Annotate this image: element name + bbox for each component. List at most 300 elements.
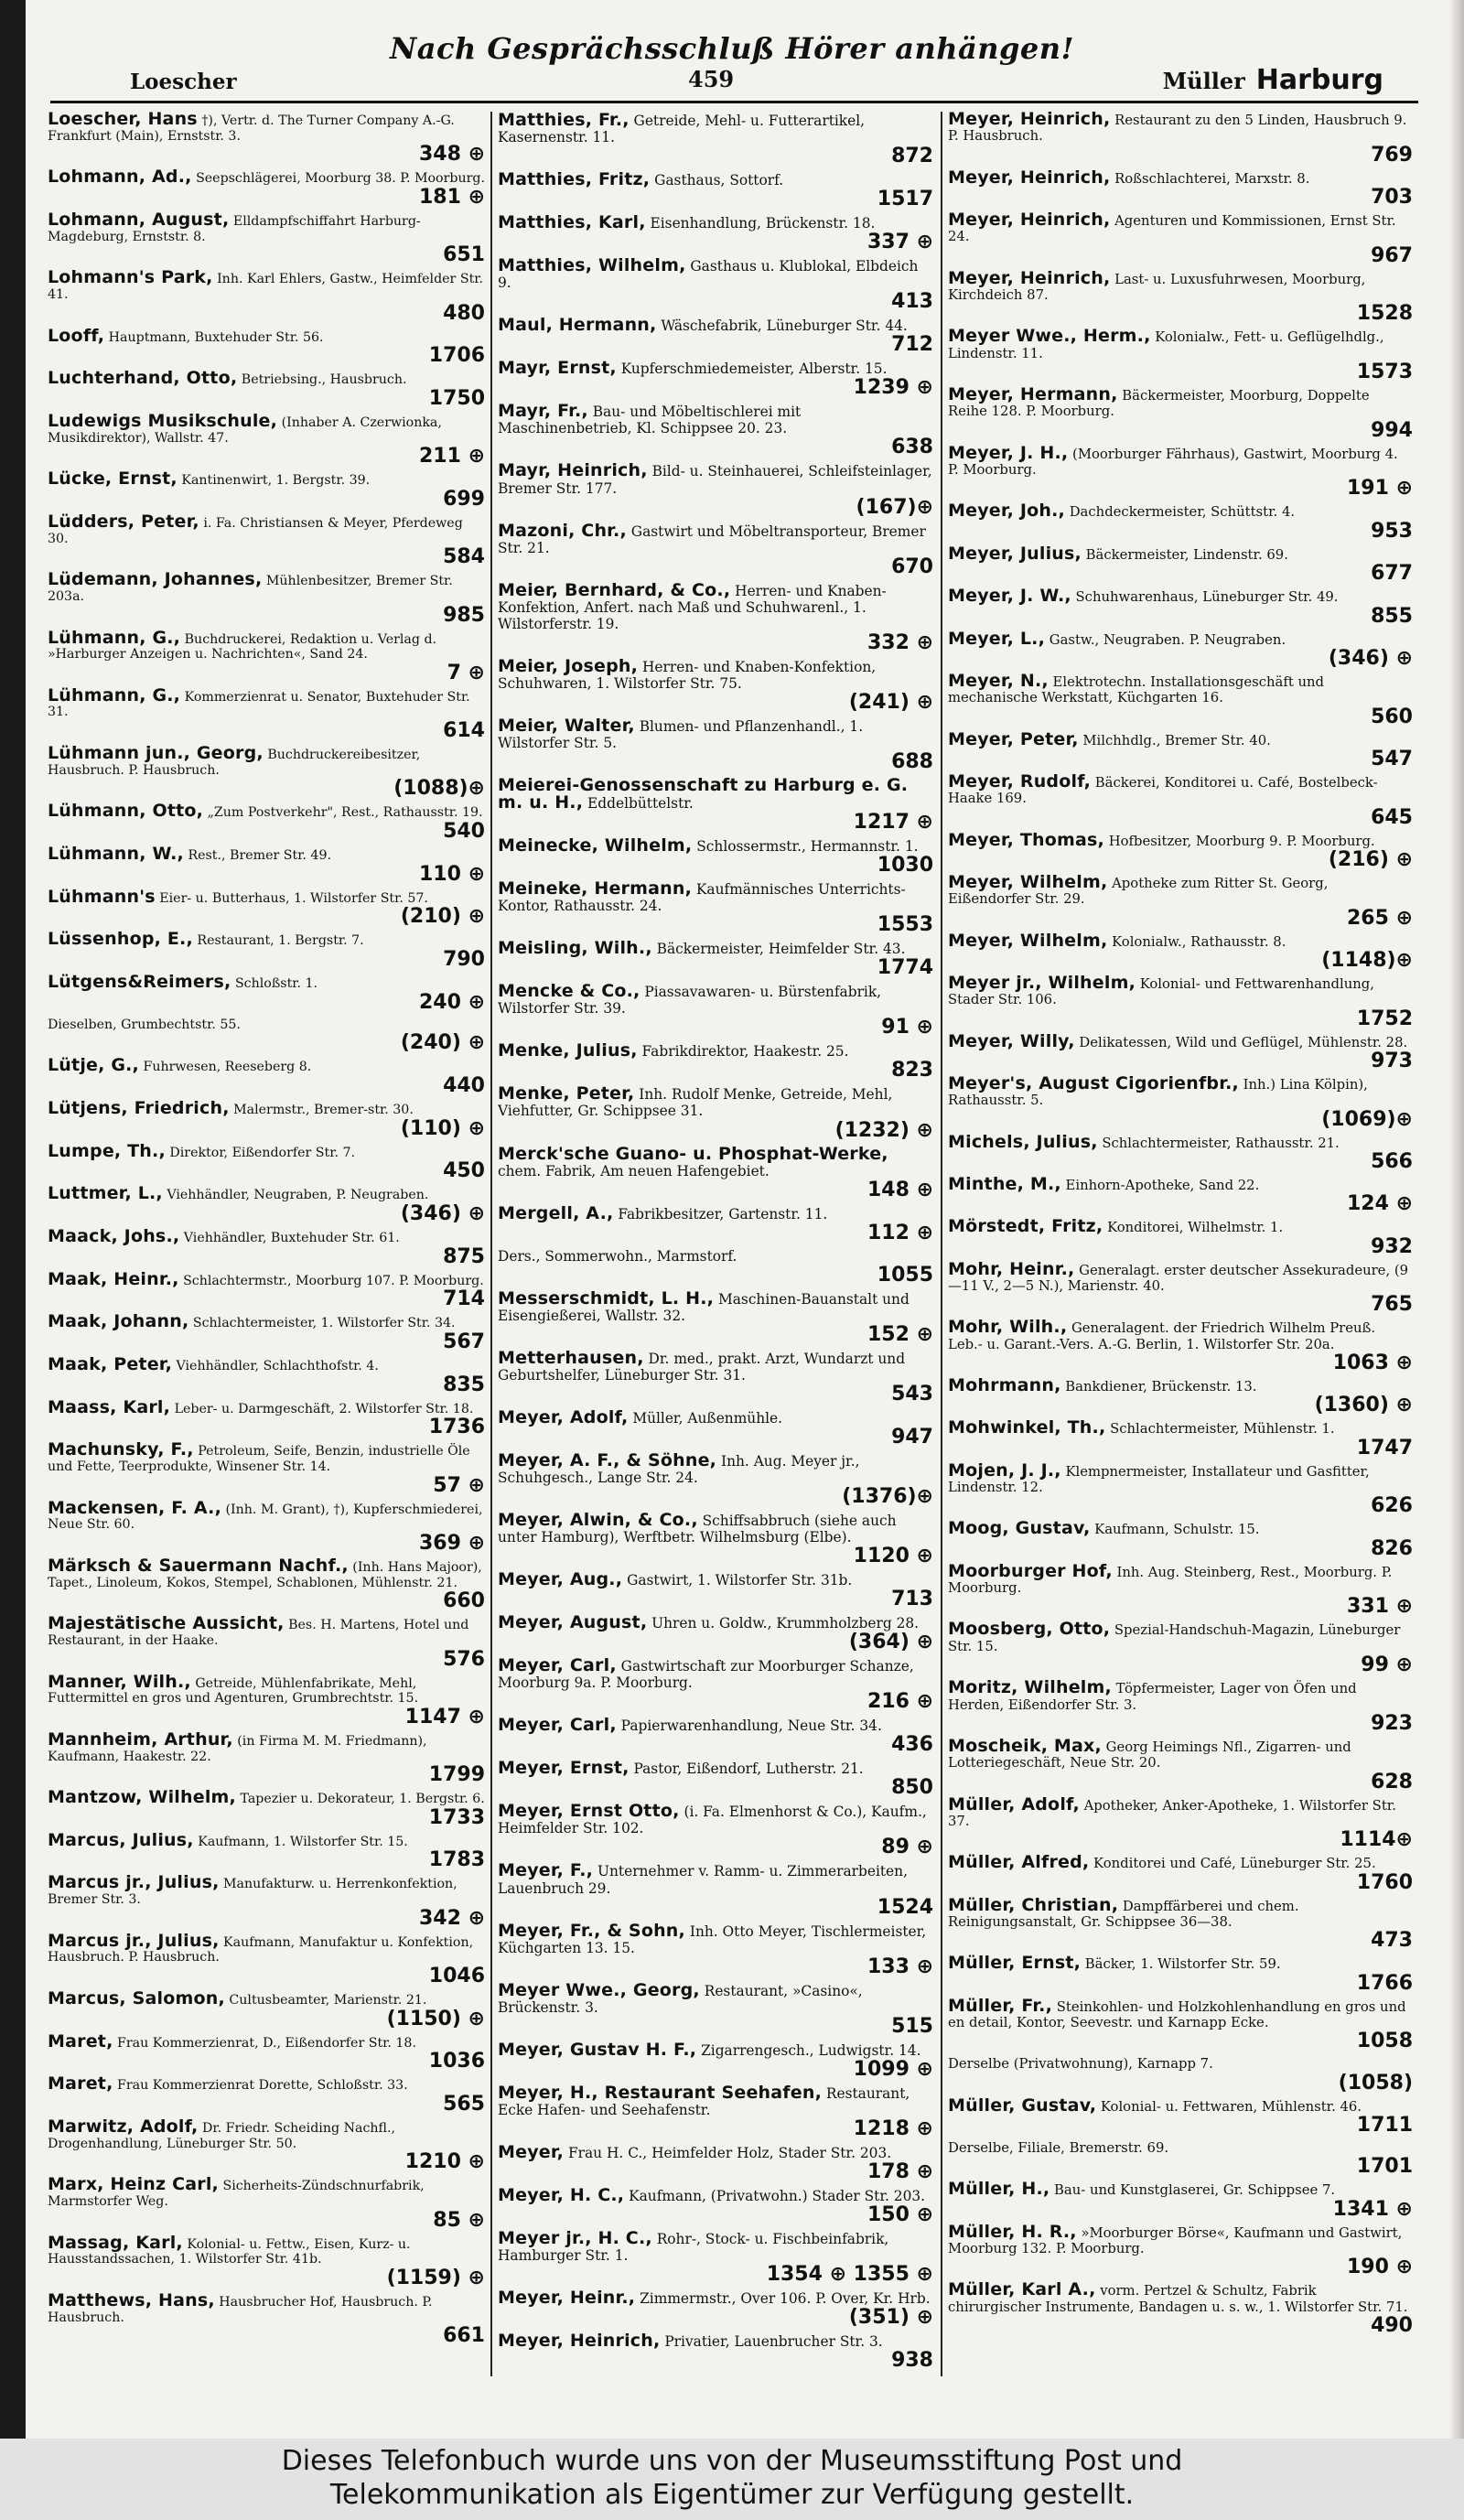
entry-details: „Zum Postverkehr", Rest., Rathausstr. 19. (207, 805, 483, 821)
entry-details: Viehhändler, Neugraben, P. Neugraben. (167, 1188, 429, 1203)
listing-entry (948, 728, 1415, 770)
column-divider (941, 112, 942, 2376)
entry-phone-number: 560 (1371, 705, 1413, 728)
listing-entry (48, 972, 487, 1014)
entry-name: Meyer, Wilhelm, (948, 930, 1108, 951)
entry-phone-number: 1114⊕ (1340, 1828, 1413, 1852)
listing-entry (948, 1995, 1415, 2053)
entry-phone-number: 124 ⊕ (1346, 1192, 1413, 1216)
entry-phone-number: 923 (1371, 1711, 1413, 1735)
listing-entry (48, 1268, 487, 1311)
entry-name: Müller, Alfred, (948, 1852, 1090, 1873)
listing-entry (948, 267, 1415, 326)
entry-phone-number: 1711 (1356, 2113, 1413, 2137)
entry-details: chem. Fabrik, Am neuen Hafengebiet. (498, 1162, 770, 1179)
header-last-entry (1163, 64, 1383, 96)
entry-name: Matthies, Karl, (498, 212, 646, 233)
entry-name: Meyer, Gustav H. F., (498, 2039, 697, 2060)
entry-name: Loescher, Hans (48, 112, 198, 129)
entry-phone-number: 490 (1371, 2314, 1413, 2338)
entry-phone-number: 947 (891, 1425, 933, 1448)
entry-phone-number: 7 ⊕ (447, 661, 485, 684)
entry-name: Meyer, N., (948, 670, 1049, 691)
listing-entry (948, 1793, 1415, 1852)
entry-name: Manner, Wilh., (48, 1671, 191, 1692)
entry-details: Restaurant, 1. Bergstr. 7. (197, 933, 364, 949)
entry-name: Meyer, Ernst Otto, (498, 1801, 680, 1822)
entry-details: Müller, Außenmühle. (632, 1409, 783, 1427)
listing-entry (498, 1922, 935, 1977)
listing-entry (498, 1717, 935, 1755)
entry-phone-number: 1736 (428, 1416, 485, 1439)
entry-name: Meineke, Hermann, (498, 878, 693, 899)
entry-details: Dachdeckermeister, Schüttstr. 4. (1069, 504, 1296, 521)
entry-name: Meyer, Heinrich, (948, 267, 1111, 288)
entry-phone-number: 973 (1371, 1049, 1413, 1072)
listing-entry (498, 522, 935, 577)
entry-details: Kaufmann, Manufaktur u. Konfektion, Hausbruch. P. Hausbruch. (48, 1934, 474, 1965)
entry-details: Cultusbeamter, Marienstr. 21. (229, 1993, 427, 2008)
listing-entry (948, 670, 1415, 728)
entry-details: Roßschlachterei, Marxstr. 8. (1114, 170, 1310, 187)
entry-phone-number: 855 (1371, 604, 1413, 628)
entry-name: Massag, Karl, (48, 2232, 183, 2253)
listing-entry (498, 462, 935, 517)
entry-phone-number: 413 (891, 290, 933, 314)
entry-name: Meyer, A. F., & Söhne, (498, 1449, 717, 1470)
entry-details: Inh. Aug. Meyer jr., Schuhgesch., Lange Str. 24. (498, 1452, 860, 1486)
listing-entry (498, 1143, 935, 1201)
entry-details: Bäcker, 1. Wilstorfer Str. 59. (1084, 1956, 1281, 1973)
listing-entry (48, 2030, 487, 2073)
listing-entry (498, 1449, 935, 1509)
entry-phone-number: 1750 (428, 386, 485, 410)
entry-details: Schiffsabbruch (siehe auch unter Hamburg), Werftbetr. Wilhelmsburg (Elbe). (498, 1513, 897, 1546)
entry-phone-number: 823 (891, 1059, 933, 1082)
listing-entry (48, 2174, 487, 2232)
entry-name: Meyer Wwe., Georg, (498, 1979, 700, 2000)
entry-phone-number: 661 (443, 2324, 485, 2348)
listing-entry (498, 112, 935, 167)
listing-entry (48, 1055, 487, 1098)
entry-phone-number: 626 (1371, 1494, 1413, 1518)
entry-details: Eddelbüttelstr. (587, 795, 694, 813)
entry-details: Milchhdlg., Bremer Str. 40. (1082, 732, 1271, 748)
entry-details: Töpfermeister, Lager von Öfen und Herden, Eißendorfer Str. 3. (948, 1681, 1357, 1713)
entry-phone-number: 1752 (1356, 1007, 1413, 1030)
entry-name: Lütje, G., (48, 1055, 139, 1076)
entry-details: (Inh. M. Grant), †), Kupferschmiederei, Neue Str. 60. (48, 1502, 483, 1533)
entry-phone-number: 148 ⊕ (867, 1178, 933, 1201)
entry-phone-number: 850 (891, 1776, 933, 1800)
listing-entry (948, 1560, 1415, 1619)
listing-entry (498, 403, 935, 458)
listing-entry (48, 569, 487, 627)
listing-entry (498, 1862, 935, 1917)
entry-name: Moosberg, Otto, (948, 1619, 1111, 1640)
page-number: 459 (688, 66, 735, 92)
entry-name: Lühmann, Otto, (48, 801, 204, 822)
column-divider (490, 112, 492, 2376)
entry-details: i. Fa. Christiansen & Meyer, Pferdeweg 30. (48, 515, 463, 546)
listing-entry (948, 1319, 1415, 1373)
entry-phone-number: 1573 (1356, 361, 1413, 384)
listing-entry (498, 1571, 935, 1610)
listing-entry (498, 1512, 935, 1567)
entry-name: Marwitz, Adolf, (48, 2116, 199, 2138)
entry-name: Mohr, Wilh., (948, 1317, 1068, 1338)
listing-entry (498, 2230, 935, 2285)
entry-name: Moritz, Wilhelm, (948, 1677, 1112, 1698)
entry-details: Gastwirt und Möbeltransporteur, Bremer Str. 21. (498, 522, 926, 556)
listing-entry (48, 2116, 487, 2174)
listing-entry (948, 212, 1415, 266)
listing-entry (948, 1459, 1415, 1518)
entry-phone-number: 1063 ⊕ (1332, 1352, 1413, 1375)
listing-entry (948, 2140, 1415, 2177)
entry-details: Gastwirtschaft zur Moorburger Schanze, Moorburg 9a. P. Moorburg. (498, 1658, 914, 1692)
entry-details: Agenturen und Kommissionen, Ernst Str. 24. (948, 213, 1396, 245)
entry-phone-number: 1524 (877, 1895, 933, 1919)
entry-details: Inh.) Lina Kölpin), Rathausstr. 5. (948, 1076, 1368, 1109)
entry-name: Lücke, Ernst, (48, 468, 178, 490)
entry-details: Gastwirt, 1. Wilstorfer Str. 31b. (627, 1572, 853, 1589)
entry-details: Hausbrucher Hof, Hausbruch. P. Hausbruch. (48, 2295, 433, 2325)
entry-name: Meyer, Hermann, (948, 384, 1118, 405)
entry-phone-number: (351) ⊕ (848, 2306, 933, 2330)
entry-phone-number: (167)⊕ (856, 495, 933, 519)
entry-name: Meyer Wwe., Herm., (948, 326, 1151, 347)
entry-phone-number: 614 (443, 719, 485, 743)
entry-name: Merck'sche Guano- u. Phosphat-Werke, (498, 1143, 888, 1164)
entry-phone-number: 133 ⊕ (867, 1955, 933, 1978)
entry-name: Meier, Bernhard, & Co., (498, 579, 731, 600)
entry-name: Müller, H. R., (948, 2221, 1077, 2242)
entry-name: Menke, Peter, (498, 1083, 635, 1104)
listing-entry (948, 1375, 1415, 1417)
entry-name: Mantzow, Wilhelm, (48, 1787, 236, 1808)
listing-entry (498, 1085, 935, 1140)
entry-details: Apotheke zum Ritter St. Georg, Eißendorfer Str. 29. (948, 875, 1329, 908)
entry-phone-number: 150 ⊕ (867, 2203, 933, 2226)
entry-name: Marcus jr., Julius, (48, 1872, 220, 1893)
entry-phone-number: 112 ⊕ (867, 1221, 933, 1244)
entry-details: Steinkohlen- und Holzkohlenhandlung en gros und en detail, Kontor, Seevestr. und Karnapp Ecke. (948, 1998, 1406, 2030)
entry-details: Pastor, Eißendorf, Lutherstr. 21. (633, 1761, 864, 1778)
listing-entry (498, 837, 935, 876)
listing-entry (48, 1183, 487, 1225)
entry-phone-number: 953 (1371, 519, 1413, 543)
entry-name: Matthews, Hans, (48, 2290, 215, 2310)
entry-phone-number: 543 (891, 1382, 933, 1405)
entry-details: Bankdiener, Brückenstr. 13. (1065, 1379, 1257, 1395)
listing-entry (498, 579, 935, 654)
entry-phone-number: 1760 (1356, 1870, 1413, 1894)
entry-name: Meyer, J. W., (948, 586, 1071, 607)
entry-name: Meyer, Aug., (498, 1569, 623, 1590)
listing-entry (948, 1677, 1415, 1735)
entry-details: Kolonialw., Fett- u. Geflügelhdlg., Lindenstr. 11. (948, 329, 1384, 361)
entry-phone-number: 110 ⊕ (418, 862, 485, 886)
entry-phone-number: 1218 ⊕ (853, 2116, 933, 2140)
listing-entry (498, 2184, 935, 2226)
entry-phone-number: 211 ⊕ (418, 445, 485, 468)
entry-phone-number: 440 (443, 1074, 485, 1098)
listing-entry (948, 1258, 1415, 1317)
entry-details: Kaufmann, 1. Wilstorfer Str. 15. (198, 1834, 408, 1849)
listing-entry (948, 1216, 1415, 1258)
entry-name: Lühmann's (48, 886, 156, 907)
listing-entry (48, 325, 487, 368)
entry-name: Mayr, Heinrich, (498, 460, 648, 481)
entry-name: Märksch & Sauermann Nachf., (48, 1555, 349, 1576)
entry-name: Meyer, Heinr., (498, 2288, 636, 2309)
entry-details: Generalagt. erster deutscher Assekuradeure, (9—11 V., 2—5 N.), Marienstr. 40. (948, 1262, 1409, 1295)
entry-details: Kommerzienrat u. Senator, Buxtehuder Str. 31. (48, 689, 470, 720)
entry-details: Wäschefabrik, Lüneburger Str. 44. (661, 318, 908, 335)
listing-entry (498, 774, 935, 835)
entry-name: Meyer, H. C., (498, 2184, 625, 2205)
listing-entry (48, 209, 487, 267)
entry-details: Buchdruckereibesitzer, Hausbruch. P. Hausbruch. (48, 748, 421, 778)
entry-details: Schlachtermeister, Rathausstr. 21. (1102, 1135, 1340, 1151)
listing-entry (48, 1787, 487, 1829)
entry-details: Hofbesitzer, Moorburg 9. P. Moorburg. (1108, 833, 1375, 849)
entry-name: Meierei-Genossenschaft zu Harburg e. G. m. u. H., (498, 774, 909, 813)
entry-phone-number: 565 (443, 2093, 485, 2116)
entry-name: Meyer, Willy, (948, 1030, 1075, 1051)
scan-right-edge (1449, 0, 1464, 2439)
entry-details: Frau Kommerzienrat, D., Eißendorfer Str. 18. (117, 2035, 416, 2051)
listing-entry (498, 717, 935, 772)
entry-name: Looff, (48, 325, 105, 346)
listing-entry (48, 1311, 487, 1353)
entry-details: Konditorei und Café, Lüneburger Str. 25. (1093, 1856, 1376, 1872)
listing-entry (48, 1098, 487, 1140)
header-first-entry: Loescher (130, 70, 237, 94)
entry-phone-number: 99 ⊕ (1361, 1653, 1413, 1677)
entry-details: (Inh. Hans Majoor), Tapet., Linoleum, Kokos, Stempel, Schablonen, Mühlenstr. 21. (48, 1559, 482, 1590)
listing-entry (48, 1728, 487, 1787)
entry-phone-number: 1055 (877, 1263, 933, 1287)
entry-name: Moog, Gustav, (948, 1518, 1091, 1539)
listing-entry (48, 1497, 487, 1555)
entry-phone-number: 1517 (877, 188, 933, 211)
entry-phone-number: 337 ⊕ (867, 231, 933, 254)
entry-name: Lüdders, Peter, (48, 511, 199, 532)
entry-name: Mencke & Co., (498, 981, 640, 1002)
listing-entry (948, 1955, 1415, 1993)
listing-entry (498, 655, 935, 714)
entry-phone-number: 450 (443, 1159, 485, 1183)
entry-details: Bes. H. Martens, Hotel und Restaurant, in der Haake. (48, 1618, 469, 1648)
entry-name: Lumpe, Th., (48, 1140, 166, 1161)
entry-details: Restaurant, Ecke Hafen- und Seehafenstr. (498, 2084, 910, 2118)
entry-phone-number: 567 (443, 1330, 485, 1353)
entry-details: Last- u. Luxusfuhrwesen, Moorburg, Kirchdeich 87. (948, 271, 1366, 304)
entry-phone-number: 994 (1371, 418, 1413, 442)
entry-details: Kantinenwirt, 1. Bergstr. 39. (181, 473, 371, 489)
entry-name: Lühmann, G., (48, 684, 181, 705)
listing-entry (948, 1174, 1415, 1216)
entry-phone-number: 85 ⊕ (433, 2208, 485, 2232)
entry-name: Meyer's, August Cigorienfbr., (948, 1072, 1239, 1093)
entry-name: Machunsky, F., (48, 1439, 194, 1460)
listing-entry (498, 880, 935, 935)
listing-entry (948, 829, 1415, 871)
entry-name: Müller, H., (948, 2179, 1050, 2200)
entry-phone-number: 699 (443, 487, 485, 511)
listing-entry (948, 1131, 1415, 1173)
entry-name: Lühmann, G., (48, 627, 181, 648)
entry-name: Meyer, Heinrich, (948, 112, 1111, 129)
entry-phone-number: 181 ⊕ (418, 185, 485, 209)
entry-details: Herren- und Knaben-Konfektion, Schuhwaren, 1. Wilstorfer Str. 75. (498, 658, 877, 692)
entry-details: Manufakturw. u. Herrenkonfektion, Bremer Str. 3. (48, 1877, 458, 1908)
entry-details: Sicherheits-Zündschnurfabrik, Marmstorfer Weg. (48, 2179, 425, 2210)
entry-name: Matthies, Fr., (498, 112, 630, 130)
entry-name: Matthies, Fritz, (498, 169, 651, 190)
entry-name: Moscheik, Max, (948, 1735, 1102, 1756)
entry-name: Meyer, Rudolf, (948, 770, 1092, 792)
entry-details: Restaurant zu den 5 Linden, Hausbruch 9. P. Hausbruch. (948, 113, 1407, 145)
entry-details: (i. Fa. Elmenhorst & Co.), Kaufm., Heimfelder Str. 102. (498, 1804, 927, 1837)
entry-phone-number: 332 ⊕ (867, 630, 933, 654)
listing-entry (48, 1226, 487, 1268)
entry-name: Mayr, Ernst, (498, 358, 617, 379)
entry-details: Malermstr., Bremer-str. 30. (233, 1103, 414, 1118)
entry-name: Luttmer, L., (48, 1183, 163, 1204)
entry-details: Klempnermeister, Installateur und Gasfitter, Lindenstr. 12. (948, 1463, 1370, 1496)
entry-name: Mackensen, F. A., (48, 1497, 221, 1518)
entry-details: Tapezier u. Dekorateur, 1. Bergstr. 6. (240, 1792, 485, 1807)
entry-phone-number: 1733 (428, 1805, 485, 1829)
entry-phone-number: 628 (1371, 1770, 1413, 1793)
entry-phone-number: 584 (443, 545, 485, 569)
entry-details: Bild- u. Steinhauerei, Schleifsteinlager, Bremer Str. 177. (498, 463, 932, 497)
entry-phone-number: (1159) ⊕ (386, 2267, 485, 2289)
entry-name: Müller, Christian, (948, 1894, 1119, 1915)
entry-details: Inh. Karl Ehlers, Gastw., Heimfelder Str. 41. (48, 272, 484, 302)
entry-name: Lütgens&Reimers, (48, 972, 231, 993)
entry-details: Derselbe (Privatwohnung), Karnapp 7. (948, 2056, 1213, 2073)
entry-phone-number: (346) ⊕ (400, 1202, 485, 1225)
entry-phone-number: 660 (443, 1589, 485, 1613)
listing-entry (948, 2056, 1415, 2093)
listing-entry (498, 317, 935, 355)
listing-entry (948, 1072, 1415, 1131)
entry-details: Bäckermeister, Moorburg, Doppelte Reihe 128. P. Moorburg. (948, 388, 1370, 420)
entry-details: Buchdruckerei, Redaktion u. Verlag d. »Harburger Anzeigen u. Nachrichten«, Sand 24. (48, 631, 437, 662)
entry-name: Matthies, Wilhelm, (498, 255, 686, 276)
listing-entry (948, 871, 1415, 930)
listing-entry (948, 2221, 1415, 2279)
entry-details: Kupferschmiedemeister, Alberstr. 15. (620, 361, 888, 378)
entry-phone-number: (1232) ⊕ (834, 1118, 933, 1142)
entry-phone-number: 369 ⊕ (418, 1531, 485, 1555)
listing-entry (48, 886, 487, 929)
entry-details: Dieselben, Grumbechtstr. 55. (48, 1017, 241, 1032)
entry-details: †), Vertr. d. The Turner Company A.-G. Frankfurt (Main), Ernststr. 3. (48, 113, 455, 144)
entry-details: Fabrikdirektor, Haakestr. 25. (641, 1043, 849, 1061)
entry-phone-number: (216) ⊕ (1328, 847, 1413, 871)
entry-details: Bäckermeister, Lindenstr. 69. (1085, 546, 1288, 563)
listing-entry (48, 1396, 487, 1439)
entry-name: Müller, Gustav, (948, 2095, 1097, 2116)
entry-phone-number: 1766 (1356, 1971, 1413, 1995)
listing-entry (498, 360, 935, 398)
listing-entry (948, 543, 1415, 586)
entry-name: Meyer, (498, 2141, 565, 2162)
entry-phone-number: 342 ⊕ (418, 1906, 485, 1930)
entry-details: Schlachtermeister, 1. Wilstorfer Str. 34. (192, 1316, 456, 1331)
listing-entry (948, 1417, 1415, 1459)
entry-details: Frau Kommerzienrat Dorette, Schloßstr. 33. (117, 2078, 408, 2094)
listing-entry (498, 257, 935, 312)
entry-details: Georg Heimings Nfl., Zigarren- und Lotteriegeschäft, Neue Str. 20. (948, 1739, 1351, 1772)
entry-name: Maack, Johs., (48, 1226, 180, 1246)
entry-phone-number: 1799 (428, 1763, 485, 1787)
header-city: Harburg (1255, 64, 1383, 96)
entry-details: Getreide, Mehl- u. Futterartikel, Kasernenstr. 11. (498, 113, 866, 146)
entry-details: Privatier, Lauenbrucher Str. 3. (664, 2333, 883, 2351)
entry-phone-number: 1099 ⊕ (853, 2057, 933, 2081)
entry-details: Blumen- und Pflanzenhandl., 1. Wilstorfer Str. 5. (498, 717, 864, 751)
entry-phone-number: 178 ⊕ (867, 2159, 933, 2183)
entry-name: Meyer, Wilhelm, (948, 871, 1108, 892)
entry-phone-number: 1341 ⊕ (1332, 2197, 1413, 2221)
listing-entry (498, 171, 935, 210)
listing-entry (948, 972, 1415, 1030)
entry-details: Dr. med., prakt. Arzt, Wundarzt und Geburtshelfer, Lüneburger Str. 31. (498, 1350, 906, 1384)
entry-name: Müller, Ernst, (948, 1953, 1082, 1974)
entry-details: Herren- und Knaben-Konfektion, Anfert. nach Maß und Schuhwarenl., 1. Wilstorferstr. 19. (498, 582, 887, 632)
entry-name: Lühmann jun., Georg, (48, 743, 264, 764)
listing-entry (498, 1042, 935, 1081)
entry-details: vorm. Pertzel & Schultz, Fabrik chirurgischer Instrumente, Bandagen u. s. w., 1. Wilstorfer Str. 71. (948, 2283, 1408, 2315)
entry-phone-number: 645 (1371, 805, 1413, 829)
listing-entry (48, 1555, 487, 1613)
entry-details: Kolonial- u. Fettw., Eisen, Kurz- u. Hausstandssachen, 1. Wilstorfer Str. 41b. (48, 2236, 411, 2267)
listing-entry (498, 2141, 935, 2183)
entry-name: Mörstedt, Fritz, (948, 1216, 1103, 1237)
entry-name: Mojen, J. J., (948, 1459, 1061, 1481)
entry-details: Leber- u. Darmgeschäft, 2. Wilstorfer Str. 18. (174, 1401, 474, 1416)
entry-name: Meyer, H., Restaurant Seehafen, (498, 2082, 822, 2103)
entry-phone-number: (1360) ⊕ (1314, 1394, 1413, 1417)
listing-entry (48, 1988, 487, 2030)
entry-name: Maass, Karl, (48, 1396, 171, 1417)
entry-phone-number: (240) ⊕ (400, 1031, 485, 1055)
entry-name: Meier, Joseph, (498, 655, 639, 676)
entry-name: Meyer jr., H. C., (498, 2228, 652, 2248)
entry-name: Menke, Julius, (498, 1040, 638, 1061)
entry-details: Rohr-, Stock- u. Fischbeinfabrik, Hamburger Str. 1. (498, 2231, 889, 2265)
entry-phone-number: 651 (443, 243, 485, 267)
entry-phone-number: 1217 ⊕ (853, 811, 933, 835)
entry-details: Schlachtermeister, Mühlenstr. 1. (1110, 1421, 1335, 1438)
entry-name: Michels, Julius, (948, 1131, 1098, 1152)
listing-entry (48, 368, 487, 410)
entry-name: Maret, (48, 2073, 113, 2095)
listing-entry (498, 1202, 935, 1244)
entry-name: Meyer, Fr., & Sohn, (498, 1920, 685, 1941)
entry-name: Marcus, Julius, (48, 1829, 194, 1850)
listing-entry (48, 1353, 487, 1396)
entry-phone-number: (1058) (1338, 2071, 1413, 2095)
entry-details: Unternehmer v. Ramm- u. Zimmerarbeiten, Lauenbruch 29. (498, 1863, 908, 1897)
entry-name: Meyer, Carl, (498, 1715, 617, 1736)
